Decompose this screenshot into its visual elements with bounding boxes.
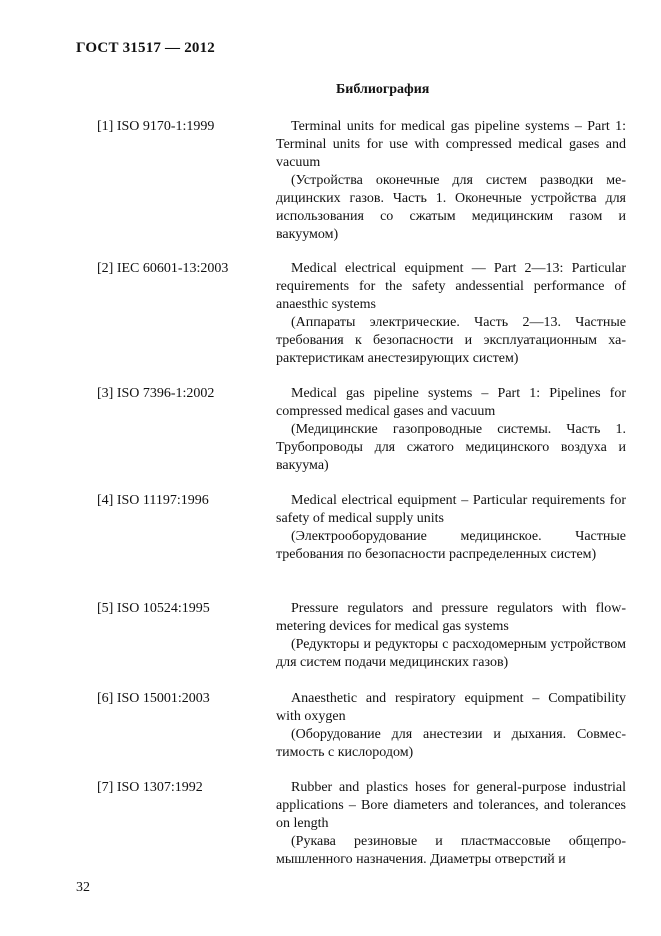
- entry-title-ru: (Аппараты электрические. Часть 2—13. Частные требования к безопасности и эксплуатационным характеристикам анестезирующих систем): [276, 315, 626, 366]
- entry-description: [276, 600, 626, 672]
- entry-reference: [6] ISO 15001:2003: [97, 691, 210, 706]
- entry-description: [276, 118, 626, 244]
- entry-description: [276, 690, 626, 762]
- entry-title-ru: (Оборудование для анестезии и дыхания. Совместимость с кислородом): [276, 727, 626, 760]
- entry-reference: [1] ISO 9170-1:1999: [97, 119, 215, 134]
- entry-description: [276, 385, 626, 475]
- document-header: ГОСТ 31517 — 2012: [76, 40, 216, 56]
- entry-title-ru: (Медицинские газопроводные системы. Часть 1. Трубопроводы для сжатого медицинского воздуха и вакуума): [276, 422, 626, 473]
- bibliography-title: Библиография: [336, 82, 430, 97]
- entry-title-en: Pressure regulators and pressure regulators with flow-metering devices for medical gas systems: [276, 601, 626, 634]
- entry-description: [276, 492, 626, 564]
- entry-title-en: Terminal units for medical gas pipeline systems – Part 1: Terminal units for use with compressed medical gases and vacuum: [276, 119, 626, 170]
- entry-reference: [5] ISO 10524:1995: [97, 601, 210, 616]
- entry-title-en: Medical gas pipeline systems – Part 1: Pipelines for compressed medical gases and vacuum: [276, 386, 626, 419]
- page-number: 32: [76, 880, 90, 895]
- entry-reference: [7] ISO 1307:1992: [97, 780, 203, 795]
- entry-title-en: Anaesthetic and respiratory equipment – Compatibility with oxygen: [276, 691, 626, 724]
- entry-reference: [2] IEC 60601-13:2003: [97, 261, 229, 276]
- entry-title-ru: (Редукторы и редукторы с расходомерным устройством для систем подачи медицинских газов): [276, 637, 626, 670]
- entry-title-ru: (Электрооборудование медицинское. Частные требования по безопасности распределенных систем): [276, 529, 626, 562]
- entry-title-en: Medical electrical equipment — Part 2—13: Particular requirements for the safety andessential performance of anaesthic systems: [276, 261, 626, 312]
- entry-title-ru: (Устройства оконечные для систем разводки медицинских газов. Часть 1. Оконечные устройства для использования со сжатым медицинским газом и вакуумом): [276, 173, 626, 242]
- entry-reference: [4] ISO 11197:1996: [97, 493, 209, 508]
- entry-title-ru: (Рукава резиновые и пластмассовые общепромышленного назначения. Диаметры отверстий и: [276, 834, 626, 867]
- entry-description: [276, 779, 626, 869]
- entry-reference: [3] ISO 7396-1:2002: [97, 386, 215, 401]
- entry-title-en: Medical electrical equipment – Particular requirements for safety of medical supply units: [276, 493, 626, 526]
- entry-title-en: Rubber and plastics hoses for general-purpose industrial applications – Bore diameters and tolerances, and tolerances on length: [276, 780, 626, 831]
- entry-description: [276, 260, 626, 368]
